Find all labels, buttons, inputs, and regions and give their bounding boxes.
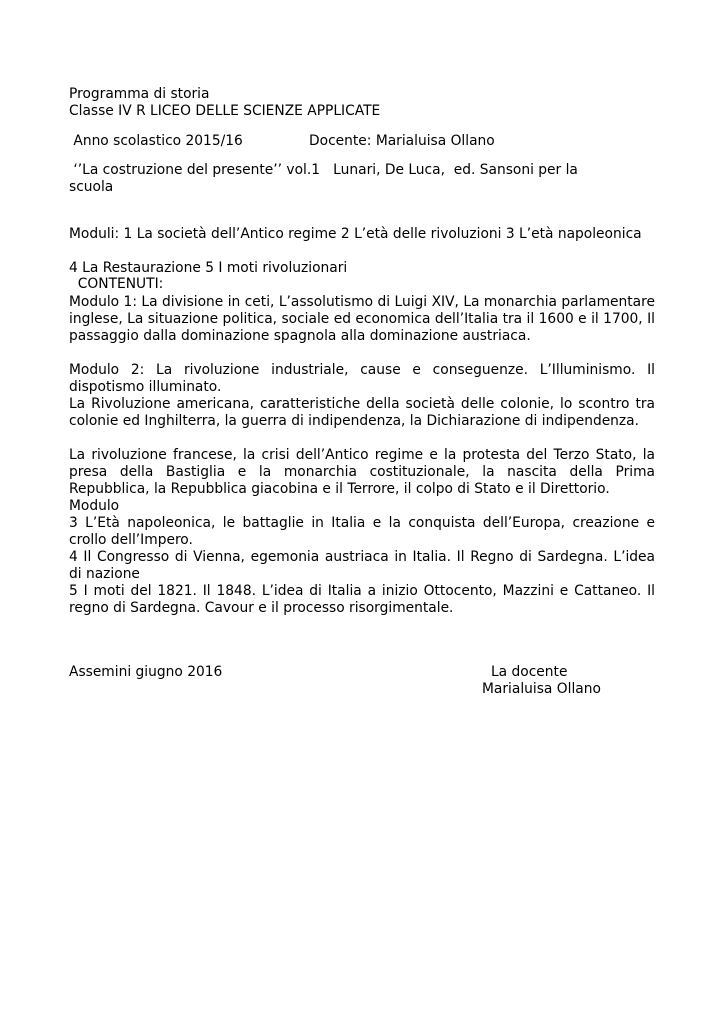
modulo-1-text: Modulo 1: La divisione in ceti, L’assolutismo di Luigi XIV, La monarchia parlamentare inglese, La situazione politica, sociale ed economica dell’Italia tra il 1600 e il 1700, Il passaggio dalla dominazione spagnola alla dominazione austriaca.: [69, 294, 655, 344]
modulo-2-text: Modulo 2: La rivoluzione industriale, cause e conseguenze. L’Illuminismo. Il dispotismo illuminato.: [69, 362, 655, 395]
modules-list-cont: 4 La Restaurazione 5 I moti rivoluzionari: [69, 260, 348, 276]
rivoluzione-francese-text: La rivoluzione francese, la crisi dell’Antico regime e la protesta del Terzo Stato, la presa della Bastiglia e la monarchia costituzionale, la nascita della Prima Repubblica, la Repubblica giacobina e il Terrore, il colpo di Stato e il Direttorio.: [69, 447, 655, 497]
place-date: Assemini giugno 2016: [69, 664, 223, 680]
textbook-line: ‘’La costruzione del presente’’ vol.1 Lunari, De Luca, ed. Sansoni per la: [69, 162, 578, 178]
teacher-line: Docente: Marialuisa Ollano: [309, 133, 495, 149]
modulo-4-text: 4 Il Congresso di Vienna, egemonia austriaca in Italia. Il Regno di Sardegna. L’idea di nazione: [69, 549, 655, 582]
modules-list: Moduli: 1 La società dell’Antico regime 2 L’età delle rivoluzioni 3 L’età napoleonica: [69, 226, 642, 242]
textbook-line-cont: scuola: [69, 179, 114, 195]
modulo-label: Modulo: [69, 498, 120, 514]
class-line: Classe IV R LICEO DELLE SCIENZE APPLICATE: [69, 103, 381, 119]
document-title: Programma di storia: [69, 86, 210, 102]
modulo-5-text: 5 I moti del 1821. Il 1848. L’idea di Italia a inizio Ottocento, Mazzini e Cattaneo. Il regno di Sardegna. Cavour e il processo risorgimentale.: [69, 583, 655, 616]
signature-role: La docente: [491, 664, 568, 680]
rivoluzione-americana-text: La Rivoluzione americana, caratteristiche della società delle colonie, lo scontro tra colonie ed Inghilterra, la guerra di indipendenza, la Dichiarazione di indipendenza.: [69, 396, 655, 429]
contenuti-heading: CONTENUTI:: [69, 276, 164, 292]
modulo-3-text: 3 L’Età napoleonica, le battaglie in Italia e la conquista dell’Europa, creazione e crollo dell’Impero.: [69, 515, 655, 548]
school-year: Anno scolastico 2015/16: [69, 133, 243, 149]
signature-name: Marialuisa Ollano: [482, 681, 601, 697]
